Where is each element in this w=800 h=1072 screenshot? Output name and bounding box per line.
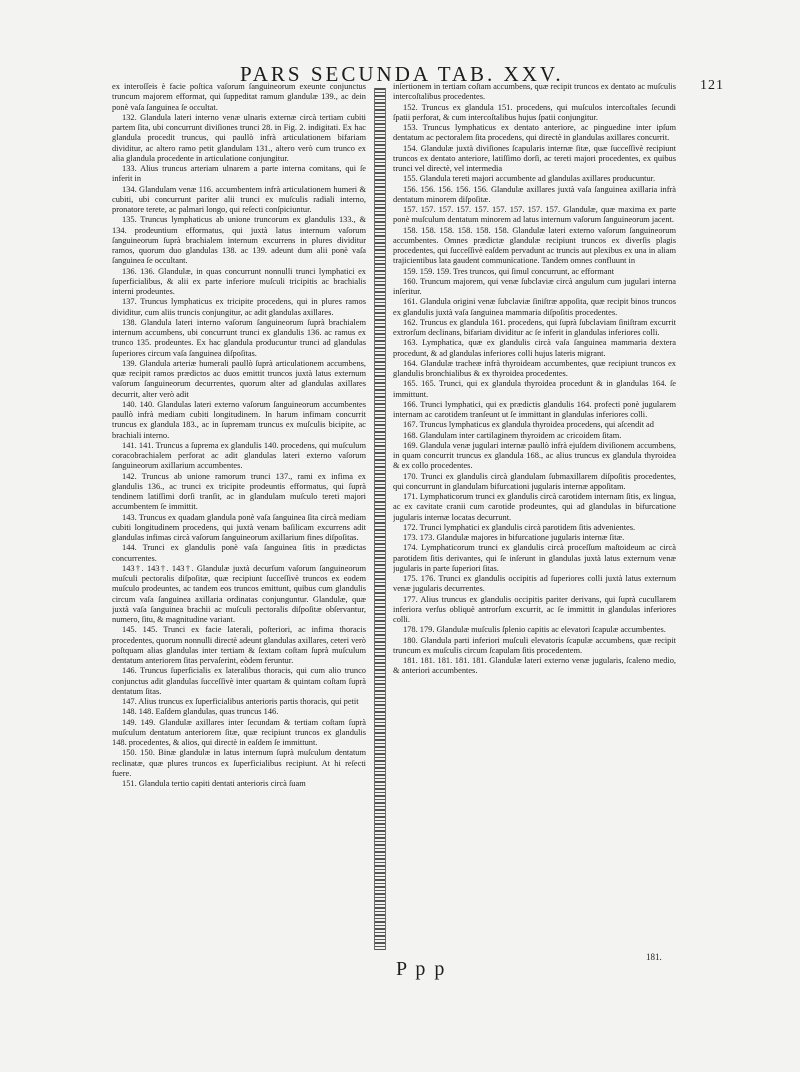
paragraph: 153. Truncus lymphaticus ex dentato anteriore, ac pinguedine inter ipſum dentatum ac pectoralem ſita procedens, qui directè in glandulas axillares concurrit. xyxy=(393,123,676,143)
paragraph: 169. Glandula venæ jugulari internæ paullò infrà ejuſdem diviſionem accumbens, in quam concurrit truncus ex glandula 168., ac alius truncus ex glandula thyroidea & ex collo procedentes. xyxy=(393,440,676,471)
page-header-title: PARS SECUNDA TAB. XXV. xyxy=(240,62,564,86)
paragraph: 180. Glandula parti inferiori muſculi elevatoris ſcapulæ accumbens, quæ recipit truncum ex muſculis circum ſcapulam ſitis procedentem. xyxy=(393,635,676,655)
paragraph: 143. Truncus ex quadam glandula ponè vaſa ſanguinea ſita circà mediam cubiti longitudinem procedens, qui juxtà venam baſilicam excurrens adit glandulas infimas circà vaſorum ſanguineorum axillarium fines diſpoſitas. xyxy=(112,512,366,542)
paragraph: 161. Glandula origini venæ ſubclaviæ ſiniſtræ appoſita, quæ recipit binos truncos ex glandulis juxtà vaſa ſanguinea mammaria diſpoſitis procedentes. xyxy=(393,297,676,317)
paragraph: 168. Glandulam inter cartilaginem thyroidem ac cricoidem ſitam. xyxy=(403,430,622,440)
paragraph: 152. Truncus ex glandula 151. procedens, qui muſculos intercoſtales ſecundi ſpatii perforat, & cum intercoſtalibus hujus ſpatii conjungitur. xyxy=(393,102,676,122)
paragraph: 141. 141. Truncus a ſuprema ex glandulis 140. procedens, qui muſculum coracobrachialem perforat ac adit glandulas lateri externo vaſorum ſanguineorum axillarium accumbentes. xyxy=(112,440,366,471)
paragraph: 175. 176. Trunci ex glandulis occipitis ad ſuperiores colli juxtà latus externum venæ jugularis decurrentes. xyxy=(393,574,676,594)
paragraph: 134. Glandulam venæ 116. accumbentem infrà articulationem humeri & cubiti, ubi concurrunt pariter alii trunci ex muſculis radiali interno, pronatore terete, ac palmari longo, qui reſecti conſpiciuntur. xyxy=(112,184,366,214)
paragraph: 151. Glandula tertio capiti dentati anterioris circà ſuam xyxy=(122,779,306,788)
paragraph: 162. Truncus ex glandula 161. procedens, qui ſuprà ſubclaviam ſiniſtram excurrit extrorſum declinans, bifariam dividitur ac ſe inferit in glandulas inferiores colli. xyxy=(393,317,676,337)
paragraph: 149. 149. Glandulæ axillares inter ſecundam & tertiam coſtam ſuprà muſculum dentatum anteriorem ſitæ, quæ recipiunt truncos ex glandulis 148. procedentes, & alios, qui directè in eaſdem ſe immittunt. xyxy=(112,717,366,747)
paragraph: 173. 173. Glandulæ majores in bifurcatione jugularis internæ ſitæ. xyxy=(403,533,625,542)
paragraph: 160. Truncum majorem, qui venæ ſubclaviæ circà angulum cum jugulari interna inſeritur. xyxy=(393,276,676,296)
catchword: 181. xyxy=(646,952,662,962)
paragraph: ex interoſſeis è facie poſtica vaſorum ſanguineorum exeunte conjunctus truncum majorem efformat, qui ſuppeditat ramum glandulæ 139., ac dein ponè vaſa ſanguinea ſe occultat. xyxy=(112,82,366,112)
column-divider-ornament xyxy=(374,88,386,950)
paragraph: 156. 156. 156. 156. 156. Glandulæ axillares juxtà vaſa ſanguinea axillaria infrà dentatum minorem diſpoſitæ. xyxy=(393,184,676,204)
paragraph: 159. 159. 159. Tres truncos, qui ſimul concurrunt, ac efformant xyxy=(403,266,615,276)
paragraph: 171. Lymphaticorum trunci ex glandulis circà carotidem internam ſitis, ex lingua, ac ex cavitate cranii cum carotide prodeuntes, qui ad glandulas in bifurcatione jugularis internæ locatas decurrunt. xyxy=(393,492,676,522)
paragraph: 170. Trunci ex glandulis circà glandulam ſubmaxillarem diſpoſitis procedentes, qui concurrunt in glandulam bifurcationi jugularis internæ appoſitam. xyxy=(393,471,676,491)
paragraph: 137. Truncus lymphaticus ex tricipite procedens, qui in plures ramos dividitur, cum aliis truncis conjungitur, ac adit glandulas axillares. xyxy=(112,297,366,317)
right-text-column xyxy=(393,82,676,1072)
paragraph: 158. 158. 158. 158. 158. 158. Glandulæ lateri externo vaſorum ſanguineorum accumbentes. Omnes prædictæ glandulæ recipiunt truncos ex diverſis plagis procedentes, qui ſucceſſivè eaſdem pervadunt ac truncis aut plexibus ex una in aliam trajicientibus lata gaudent communicatione. Tandem omnes confluunt in xyxy=(393,225,676,266)
paragraph: 145. 145. Trunci ex facie laterali, poſteriori, ac infima thoracis procedentes, quorum nonnulli directè adeunt glandulas axillares, ceteri verò poſtquam alias glandulas inter tertiam & ſextam coſtam ſuprà muſculum dentatum anteriorem ſitas pervaſerint, eòdem feruntur. xyxy=(112,625,366,665)
paragraph: 165. 165. Trunci, qui ex glandula thyroidea procedunt & in glandulas 164. ſe immittunt. xyxy=(393,379,676,399)
paragraph: 164. Glandulæ tracheæ infrà thyroideam accumbentes, quæ recipiunt truncos ex glandulis bronchialibus & ex thyroidea procedentes. xyxy=(393,358,676,378)
paragraph: 147. Alius truncus ex ſuperficialibus anterioris partis thoracis, qui petit xyxy=(122,697,359,706)
paragraph: 167. Truncus lymphaticus ex glandula thyroidea procedens, qui aſcendit ad xyxy=(403,420,654,430)
paragraph: 140. 140. Glandulas lateri externo vaſorum ſanguineorum accumbentes paullò infrà mediam cubiti longitudinem. In harum infimam concurrit truncus ex glandula 183., ac in ſupremam truncus ex muſculis bicipite, ac brachiali interno. xyxy=(112,399,366,440)
paragraph: 150. 150. Binæ glandulæ in latus internum ſuprà muſculum dentatum reclinatæ, quæ plures truncos ex ſuperficialibus recipiunt. At hi reſecti fuere. xyxy=(112,748,366,778)
paragraph: 144. Trunci ex glandulis ponè vaſa ſanguinea ſitis in prædictas concurrentes. xyxy=(112,543,366,563)
signature-mark: P p p xyxy=(396,958,447,980)
paragraph: 155. Glandula tereti majori accumbente ad glandulas axillares producuntur. xyxy=(403,174,656,184)
paragraph: 163. Lymphatica, quæ ex glandulis circà vaſa ſanguinea mammaria dextera procedunt, & ad glandulas inferiores colli hujus lateris migrant. xyxy=(393,338,676,358)
paragraph: 143†. 143†. 143†. Glandulæ juxtà decurſum vaſorum ſanguineorum muſculi pectoralis diſpoſitæ, quæ recipiunt ſucceſſivè truncos ex eodem muſculo prodeuntes, ac tandem eos truncos emittunt, quibus cum glandulis circum vaſa ſanguinea axillaria ordinatas conjunguntur. Glandulæ, quæ juxtà vaſa ſanguinea brachii ac muſculi pectoralis diſpoſitæ obſervantur, numero, ſitu, & magnitudine variant. xyxy=(112,563,366,624)
paragraph: 139. Glandula arteriæ humerali paullò ſuprà articulationem accumbens, quæ recipit ramos prædictos ac duos emittit truncos juxtà latus externum vaſorum ſanguineorum decurrentes, quorum alter ad glandulas axillares decurrit, alter verò adit xyxy=(112,358,366,399)
paragraph: 142. Truncus ab unione ramorum trunci 137., rami ex infima ex glandulis 136., ac trunci ex tricipite prodeuntis efformatus, qui ſuprà tendinem latiſſimi dorſi tranſit, ac in glandulam muſculo tereti majori accumbentem ſe immittit. xyxy=(112,471,366,512)
paragraph: 177. Alius truncus ex glandulis occipitis pariter derivans, qui ſuprà cucullarem inferiora verſus obliquè antrorſum excurrit, ac ſe immittit in glandulas inferiores colli. xyxy=(393,594,676,624)
paragraph: 136. 136. Glandulæ, in quas concurrunt nonnulli trunci lymphatici ex ſuperficialibus, & alii ex parte inferiore muſculi tricipitis ac brachialis interni prodeuntes. xyxy=(112,266,366,296)
paragraph: 166. Trunci lymphatici, qui ex prædictis glandulis 164. profecti ponè jugularem internam ac carotidem tranſeunt ut ſe immittant in glandulas inferiores colli. xyxy=(393,399,676,419)
paragraph: 133. Alius truncus arteriam ulnarem a parte interna comitans, qui ſe inferit in xyxy=(112,164,366,184)
paragraph: 132. Glandula lateri interno venæ ulnaris externæ circà tertiam cubiti partem ſita, ubi concurrunt diviſiones trunci 28. in Fig. 2. indigitati. Ex hac glandula procedit truncus, qui paullò infrà articulationem bifariam dividitur, ac altero ramo petit glandulam 131., altero verò cum trunco ex alia glandula procedente in articulatione conjungitur. xyxy=(112,112,366,163)
paragraph: 148. 148. Eaſdem glandulas, quas truncus 146. xyxy=(122,707,279,717)
paragraph: 172. Trunci lymphatici ex glandulis circà parotidem ſitis advenientes. xyxy=(403,522,636,532)
paragraph: 138. Glandula lateri interno vaſorum ſanguineorum ſuprà brachialem internum accumbens, ubi concurrunt trunci ex glandulis 136. ac ramus ex trunco 135. prodeuntes. Ex hac glandula producuntur trunci ad glandulas ſuperiores circum vaſa ſanguinea diſpoſitas. xyxy=(112,317,366,358)
page-number: 121 xyxy=(700,78,724,93)
left-text-column xyxy=(112,82,366,1072)
paragraph: 135. Truncus lymphaticus ab unione truncorum ex glandulis 133., & 134. prodeuntium efformatus, qui juxtà latus internum vaſorum ſanguineorum ſuprà brachialem internum excurrens in plures dividitur ramos, quorum duo glandulas 138. ac 139. adeunt dum alii ponè vaſa ſanguinea ſe occultant. xyxy=(112,215,366,266)
paragraph: 178. 179. Glandulæ muſculis ſplenio capitis ac elevatori ſcapulæ accumbentes. xyxy=(403,625,666,635)
paragraph: 157. 157. 157. 157. 157. 157. 157. 157. 157. Glandulæ, quæ maxima ex parte ponè muſculum dentatum minorem ad latus internum vaſorum ſanguineorum jacent. xyxy=(393,205,676,225)
paragraph: 174. Lymphaticorum trunci ex glandulis circà proceſſum maſtoideum ac circà parotidem ſitis derivantes, qui ſe inſerunt in glandulas juxtà latus externum venæ jugularis in parte ſuperiori ſitas. xyxy=(393,543,676,573)
paragraph: 146. Truncus ſuperficialis ex lateralibus thoracis, qui cum alio trunco conjunctus adit glandulas ſucceſſivè inter quartam & quintam coſtam ſuprà dentatum ſitas. xyxy=(112,666,366,696)
paragraph: inſertionem in tertiam coſtam accumbens, quæ recipit truncos ex dentato ac muſculis intercoſtalibus procedentes. xyxy=(393,82,676,102)
paragraph: 154. Glandulæ juxtà diviſiones ſcapularis internæ ſitæ, quæ ſucceſſivè recipiunt truncos ex dentato anteriore, latiſſimo dorſi, ac tereti majori procedentes, ex quibus trunci vel directè, vel intermedia xyxy=(393,143,676,173)
paragraph: 181. 181. 181. 181. 181. Glandulæ lateri externo venæ jugularis, ſcaleno medio, & anteriori accumbentes. xyxy=(393,656,676,676)
